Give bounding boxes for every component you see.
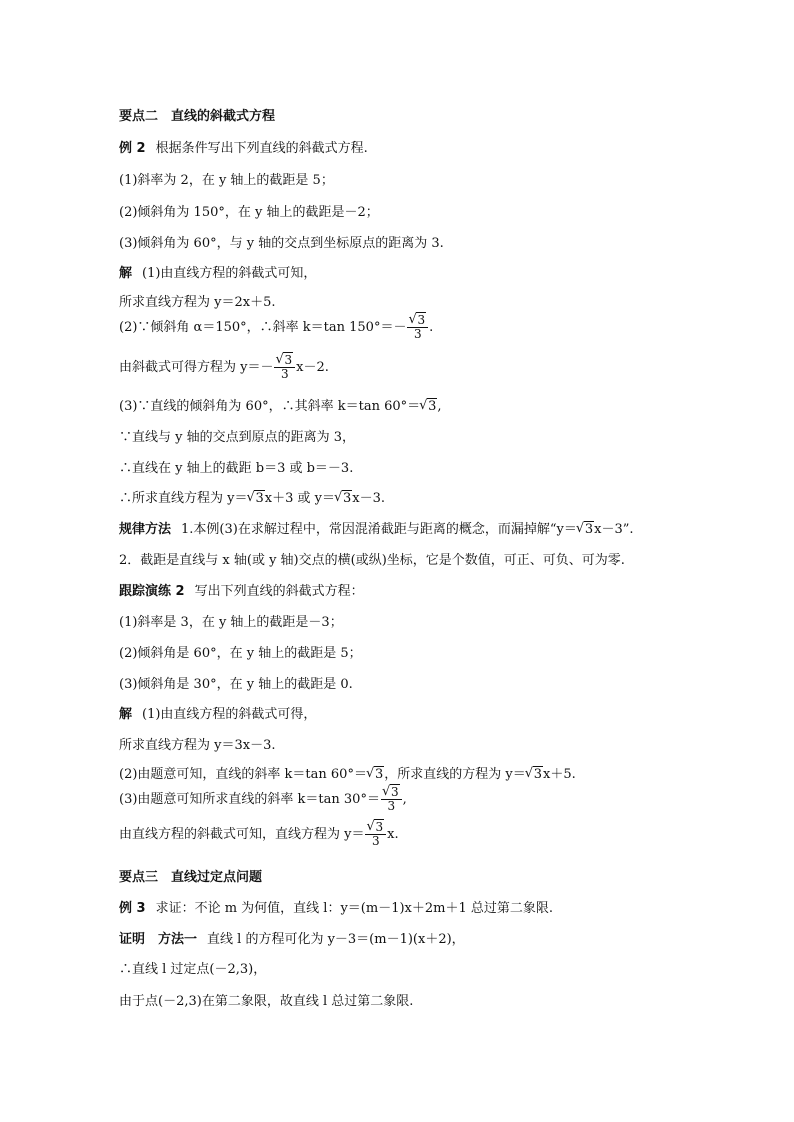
sqrt-sign: √ 3 [335, 491, 352, 507]
fraction: √ $\frac{3}{3}$ [274, 354, 295, 381]
proof-line: 证明 方法一 直线 l 的方程可化为 y－3＝(m－1)(x＋2)， [119, 932, 465, 947]
solution-line: (2)∵倾斜角 α＝150°，∴斜率 k＝tan 150°＝－ √ $\frac{3}{3}$ . [119, 314, 433, 341]
example-2-item-2: (2)倾斜角为 150°，在 y 轴上的截距是－2； [119, 205, 379, 220]
example-2-item-1: (1)斜率为 2，在 y 轴上的截距是 5； [119, 173, 334, 188]
fraction: √ $\frac{3}{3}$ [365, 821, 386, 848]
solution-label: 解 [119, 707, 133, 722]
fraction: √ $\frac{3}{3}$ [381, 786, 402, 813]
practice-label: 跟踪演练 2 [119, 584, 185, 599]
solution-line: ∴直线在 y 轴上的截距 b＝3 或 b＝－3. [119, 461, 354, 476]
method-note-2: 2．截距是直线与 x 轴(或 y 轴)交点的横(或纵)坐标，它是个数值，可正、可负、可为零. [119, 553, 625, 568]
solution-line: ∴所求直线方程为 y＝√ 3x＋3 或 y＝√ 3x－3. [119, 491, 385, 507]
sqrt-sign: √ 3 [409, 314, 426, 327]
fraction: √ $\frac{3}{3}$ [407, 314, 428, 341]
solution-line: 所求直线方程为 y＝3x－3. [119, 738, 276, 753]
method-label: 规律方法 [119, 522, 172, 537]
solution-line: 解 (1)由直线方程的斜截式可得， [119, 707, 317, 722]
example-3-prompt: 例 3 求证：不论 m 为何值，直线 l：y＝(m－1)x＋2m＋1 总过第二象限. [119, 901, 554, 916]
proof-line: ∴直线 l 过定点(－2,3)， [119, 962, 267, 977]
sqrt-sign: √ 3 [367, 767, 384, 783]
solution-line: 由斜截式可得方程为 y＝－ √ $\frac{3}{3}$ x－2. [119, 354, 329, 381]
sqrt-sign: √ 3 [577, 522, 594, 538]
section-heading-2: 要点二 直线的斜截式方程 [119, 109, 276, 124]
solution-line: 由直线方程的斜截式可知，直线方程为 y＝ √ $\frac{3}{3}$ x. [119, 821, 399, 848]
example-2-prompt: 例 2 根据条件写出下列直线的斜截式方程. [119, 141, 368, 156]
solution-line: (3)∵直线的倾斜角为 60°，∴其斜率 k＝tan 60°＝√ 3, [119, 399, 442, 415]
sqrt-sign: √ 3 [420, 399, 437, 415]
practice-item-2: (2)倾斜角是 60°，在 y 轴上的截距是 5； [119, 646, 362, 661]
example-label: 例 2 [119, 141, 146, 156]
solution-line: 所求直线方程为 y＝2x＋5. [119, 295, 276, 310]
sqrt-sign: √ 3 [383, 786, 400, 799]
sqrt-sign: √ 3 [276, 354, 293, 367]
solution-label: 解 [119, 266, 133, 281]
proof-line: 由于点(－2,3)在第二象限，故直线 l 总过第二象限. [119, 994, 414, 1009]
solution-line: ∵直线与 y 轴的交点到原点的距离为 3， [119, 430, 356, 445]
practice-prompt: 跟踪演练 2 写出下列直线的斜截式方程： [119, 584, 364, 599]
practice-item-3: (3)倾斜角是 30°，在 y 轴上的截距是 0. [119, 677, 353, 692]
sqrt-sign: √ 3 [526, 767, 543, 783]
solution-line: (2)由题意可知，直线的斜率 k＝tan 60°＝√ 3，所求直线的方程为 y＝√ 3x＋5. [119, 767, 576, 783]
example-2-item-3: (3)倾斜角为 60°，与 y 轴的交点到坐标原点的距离为 3. [119, 236, 444, 251]
solution-line: 解 (1)由直线方程的斜截式可知， [119, 266, 317, 281]
method-note-1: 规律方法 1.本例(3)在求解过程中，常因混淆截距与距离的概念，而漏掉解“y＝√ 3x－3”. [119, 522, 634, 538]
example-label: 例 3 [119, 901, 146, 916]
sqrt-sign: √ 3 [367, 821, 384, 834]
section-heading-3: 要点三 直线过定点问题 [119, 870, 263, 885]
proof-label: 证明 方法一 [119, 932, 198, 947]
sqrt-sign: √ 3 [247, 491, 264, 507]
practice-item-1: (1)斜率是 3，在 y 轴上的截距是－3； [119, 615, 343, 630]
solution-line: (3)由题意可知所求直线的斜率 k＝tan 30°＝ √ $\frac{3}{3}$ , [119, 786, 407, 813]
